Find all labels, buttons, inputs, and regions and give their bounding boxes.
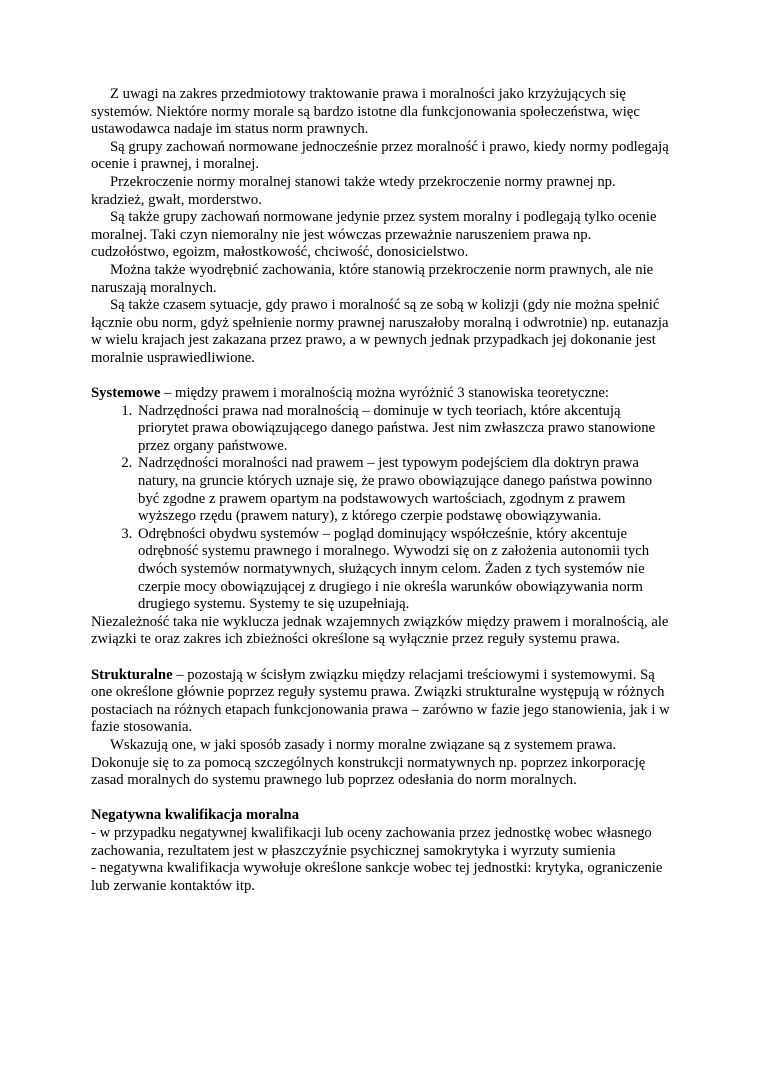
intro-paragraph-1: Z uwagi na zakres przedmiotowy traktowanie prawa i moralności jako krzyżujących się systemów. Niektóre normy morale są bardzo istotne dla funkcjonowania społeczeństwa, więc ustawodawca nadaje im status norm prawnych.: [91, 86, 640, 138]
intro-paragraph-5: Można także wyodrębnić zachowania, które stanowią przekroczenie norm prawnych, ale nie naruszają moralnych.: [91, 261, 654, 296]
negatywna-item-1: - w przypadku negatywnej kwalifikacji lub oceny zachowania przez jednostkę wobec własnego zachowania, rezultatem jest w płaszczyźnie psychicznej samokrytyka i wyrzuty sumienia: [91, 824, 652, 859]
systemowe-item-3: 3. Odrębności obydwu systemów – pogląd dominujący współcześnie, który akcentuje odrębność systemu prawnego i moralnego. Wywodzi się on z założenia autonomii tych dwóch systemów normatywnych, służących innym celom. Żaden z tych systemów nie czerpie mocy obowiązującej z drugiego i nie określa warunków obowiązywania norm drugiego systemu. Systemy te się uzupełniają.: [136, 526, 671, 614]
strukturalne-text: – pozostają w ścisłym związku między relacjami treściowymi i systemowymi. Są one określone głównie poprzez reguły systemu prawa. Związki strukturalne występują w różnych postaciach na różnych etapach funkcjonowania prawa – zarówno w fazie jego stanowienia, jak i w fazie stosowania.: [91, 666, 670, 736]
strukturalne-heading: Strukturalne: [91, 666, 173, 683]
systemowe-heading: Systemowe: [91, 385, 161, 402]
systemowe-list: [91, 403, 671, 614]
intro-paragraph-4: Są także grupy zachowań normowane jedynie przez system moralny i podlegają tylko ocenie moralnej. Taki czyn niemoralny nie jest wówczas przeważnie naruszeniem prawa np. cudzołóstwo, egoizm, małostkowość, chciwość, donosicielstwo.: [91, 209, 657, 261]
strukturalne-paragraph-2: Wskazują one, w jaki sposób zasady i normy moralne związane są z systemem prawa. Dokonuje się to za pomocą szczególnych konstrukcji normatywnych np. poprzez inkorporację zasad moralnych do systemu prawnego lub poprzez odesłania do norm moralnych.: [91, 736, 646, 789]
negatywna-heading: Negatywna kwalifikacja moralna: [91, 807, 300, 824]
spacer: [91, 649, 671, 667]
intro-paragraph-2: Są grupy zachowań normowane jednocześnie przez moralność i prawo, kiedy normy podlegają ocenie i prawnej, i moralnej.: [91, 138, 669, 173]
intro-paragraph-3: Przekroczenie normy moralnej stanowi także wtedy przekroczenie normy prawnej np. kradzież, gwałt, morderstwo.: [91, 173, 616, 208]
systemowe-intro: [91, 385, 671, 403]
systemowe-item-2: 2. Nadrzędności moralności nad prawem – jest typowym podejściem dla doktryn prawa natury, na gruncie których uznaje się, że prawo obowiązujące danego państwa powinno być zgodne z prawem opartym na podstawowych wartościach, zgodnym z prawem wyższego rzędu (prawem natury), z którego czerpie podstawę obowiązywania.: [136, 455, 671, 525]
intro-paragraph-6: Są także czasem sytuacje, gdy prawo i moralność są ze sobą w kolizji (gdy nie można spełnić łącznie obu norm, gdyż spełnienie normy prawnej naruszałoby moralną i odwrotnie) np. eutanazja w wielu krajach jest zakazana przez prawo, a w pewnych jednak przypadkach jej dokonanie jest moralnie usprawiedliwione.: [91, 297, 669, 366]
spacer: [91, 790, 671, 808]
systemowe-intro-text: – między prawem i moralnością można wyróżnić 3 stanowiska teoretyczne:: [160, 385, 609, 402]
systemowe-closing: Niezależność taka nie wyklucza jednak wzajemnych związków między prawem i moralnością, ale związki te oraz zakres ich zbieżności określone są wyłącznie przez reguły systemu prawa.: [91, 613, 669, 648]
spacer: [91, 368, 671, 386]
strukturalne-paragraph: [91, 667, 671, 737]
negatywna-item-2: - negatywna kwalifikacja wywołuje określone sankcje wobec tej jednostki: krytyka, ograniczenie lub zerwanie kontaktów itp.: [91, 860, 663, 894]
systemowe-item-1: 1. Nadrzędności prawa nad moralnością – dominuje w tych teoriach, które akcentują priorytet prawa obowiązującego danego państwa. Jest nim zwłaszcza prawo stanowione przez organy państwowe.: [136, 403, 671, 456]
document-body: [91, 86, 671, 895]
